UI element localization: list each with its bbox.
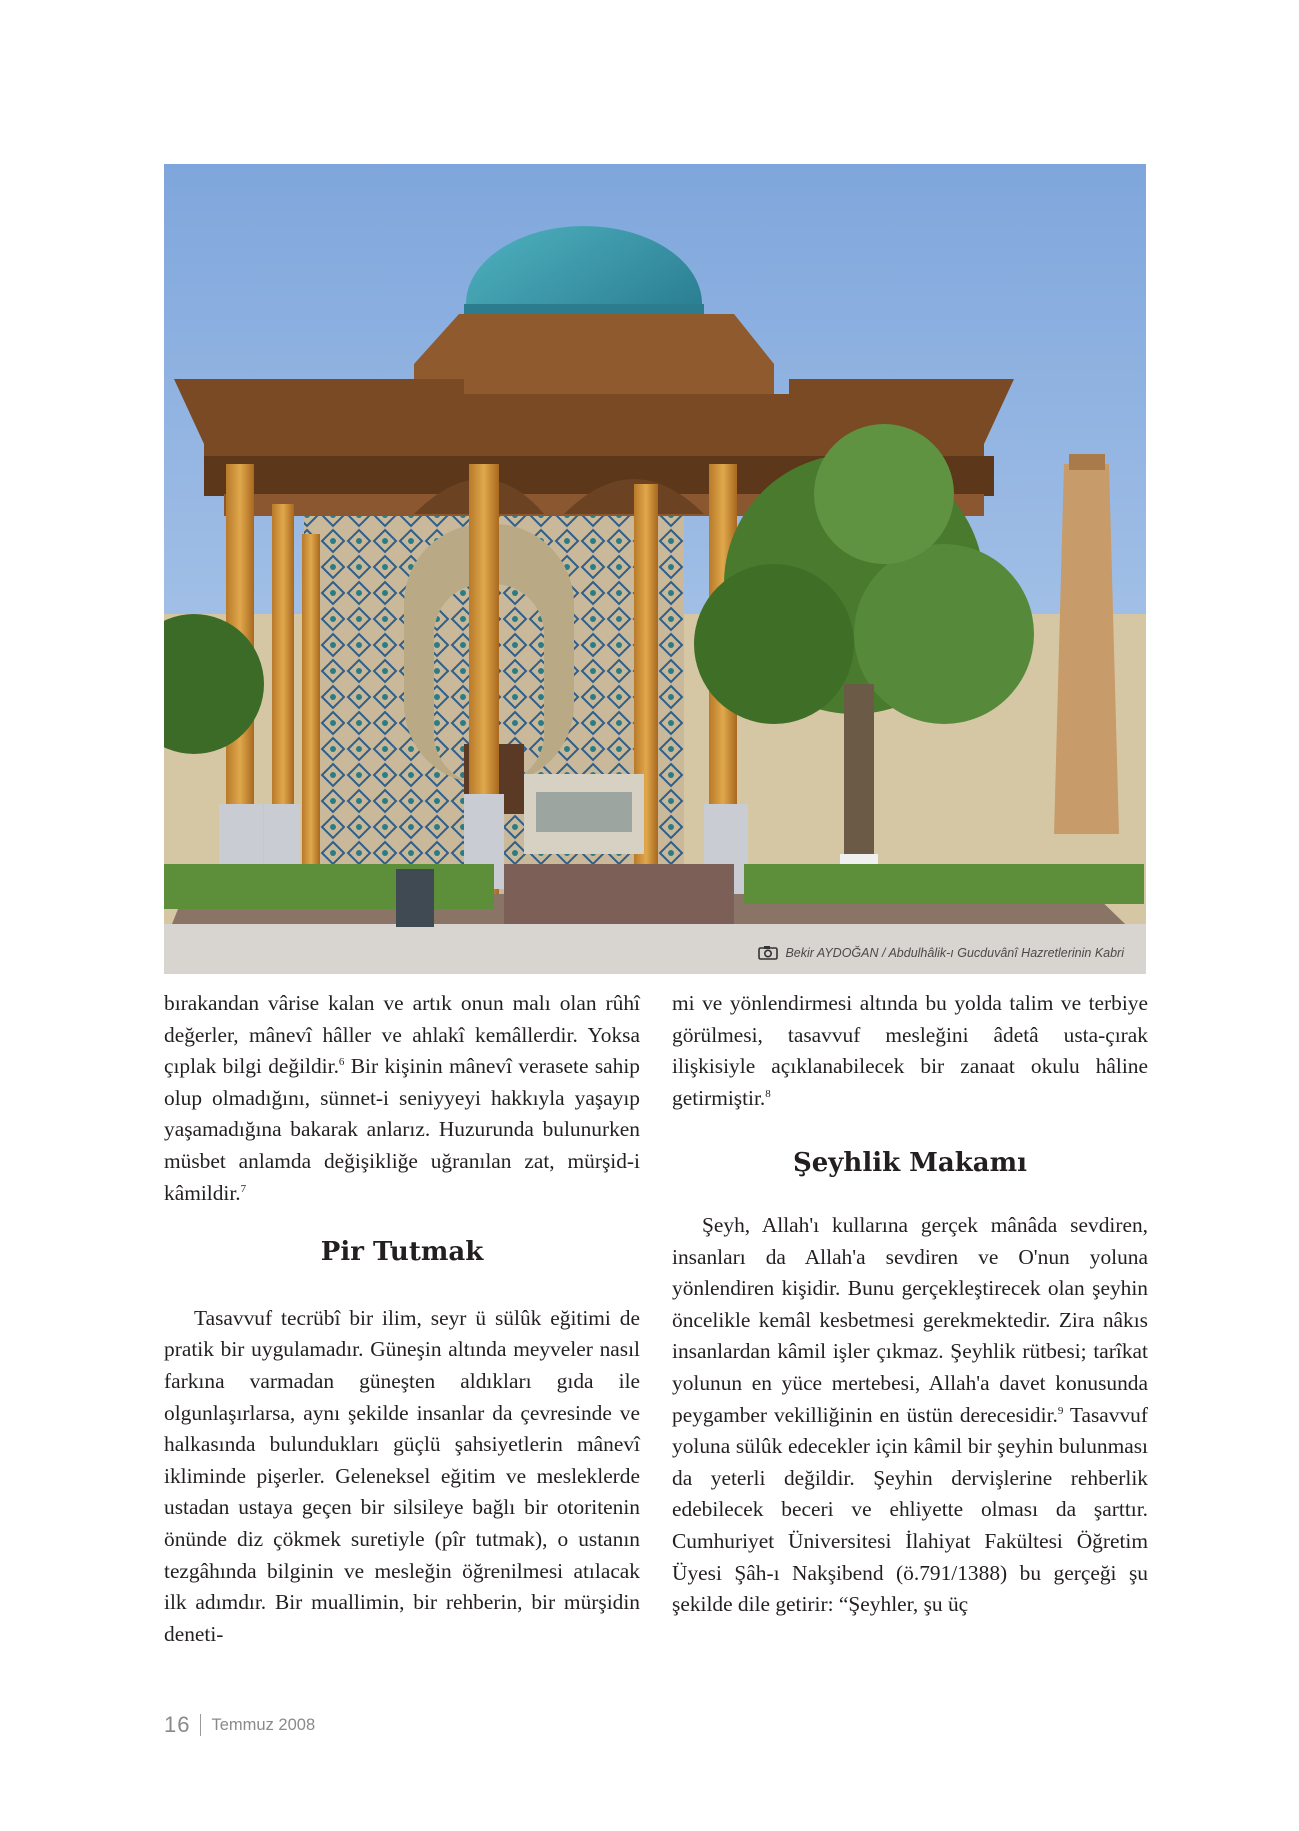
left-paragraph-1: bırakandan vârise kalan ve artık onun malı olan rûhî değerler, mânevî hâller ve ahlakî kemâllerdir. Yoksa çıplak bilgi değildir.$^6$ Bir kişinin mânevî verasete sahip olup olmadığını, sünnet-i seniyyeyi hakkıyla yaşayıp yaşamadığına bakarak anlarız. Huzurunda bulunurken müsbet anlamda değişikliğe uğranılan zat, mürşid-i kâmildir.$^7$ xyxy=(164,991,640,1205)
right-paragraph-1: mi ve yönlendirmesi altında bu yolda talim ve terbiye görülmesi, tasavvuf mesleğini âdetâ usta-çırak ilişkisiyle açıklanabilecek bir zanaat okulu hâline getirmiştir.$^8$ xyxy=(672,991,1148,1110)
footnote-ref-9: 9 xyxy=(1057,1404,1064,1417)
photo-caption-text: Bekir AYDOĞAN / Abdulhâlik-ı Gucduvânî Hazretlerinin Kabri xyxy=(785,945,1124,960)
section-heading-seyhlik-makami: Şeyhlik Makamı xyxy=(792,1148,1028,1179)
right-paragraph-2: Şeyh, Allah'ı kullarına gerçek mânâda sevdiren, insanları da Allah'a sevdiren ve O'nun yoluna yönlendiren kişidir. Bunu gerçekleştirecek olan şeyhin öncelikle kemâl kesbetmesi gerekmektedir. Zira nâkıs insanlardan kâmil işler çıkmaz. Şeyhlik rütbesi; tarîkat yolunun en yüce mertebesi, Allah'a davet konusunda peygamber vekilliğinin en üstün derecesidir.$^9$ Tasavvuf yoluna sülûk edecekler için kâmil bir şeyhin bulunması da yeterli değildir. Şeyhin dervişlerine rehberlik edebilecek beceri ve ehliyette olması da şarttır. Cumhuriyet Üniversitesi İlahiyat Fakültesi Öğretim Üyesi Şâh-ı Nakşibend (ö.791/1388) bu gerçeği şu şekilde dile getirir: “Şeyhler, şu üç xyxy=(672,1212,1148,1617)
left-paragraph-2: Tasavvuf tecrübî bir ilim, seyr ü sülûk eğitimi de pratik bir uygulamadır. Güneşin altında meyveler nasıl farkına varmadan güneşten aldıkları gıda ile olgunlaşırlarsa, aynı şekilde insanlar da çevresinde ve halkasında bulundukları güçlü şahsiyetlerin mânevî ikliminde pişerler. Geleneksel eğitim ve mesleklerde ustadan ustaya geçen bir silsileye bağlı bir otoritenin önünde diz çökmek suretiyle (pîr tutmak), o ustanın tezgâhında bilginin ve mesleğin öğrenilmesi atılacak ilk adımdır. Bir muallimin, bir rehberin, bir mürşidin deneti- xyxy=(164,1305,640,1646)
photo-caption xyxy=(758,945,1124,960)
left-column xyxy=(164,988,640,1650)
mausoleum-photo xyxy=(164,164,1146,974)
footnote-ref-8: 8 xyxy=(765,1087,771,1100)
footnote-ref-7: 7 xyxy=(240,1182,247,1195)
section-heading-pir-tutmak: Pir Tutmak xyxy=(320,1237,484,1268)
footnote-ref-6: 6 xyxy=(338,1056,345,1069)
right-column xyxy=(672,988,1148,1621)
page-number: 16 xyxy=(164,1712,191,1737)
camera-icon xyxy=(758,945,778,960)
page-footer xyxy=(164,1712,315,1738)
mausoleum-photo-image xyxy=(164,164,1146,974)
footer-divider xyxy=(200,1714,201,1736)
issue-date: Temmuz 2008 xyxy=(211,1715,316,1734)
